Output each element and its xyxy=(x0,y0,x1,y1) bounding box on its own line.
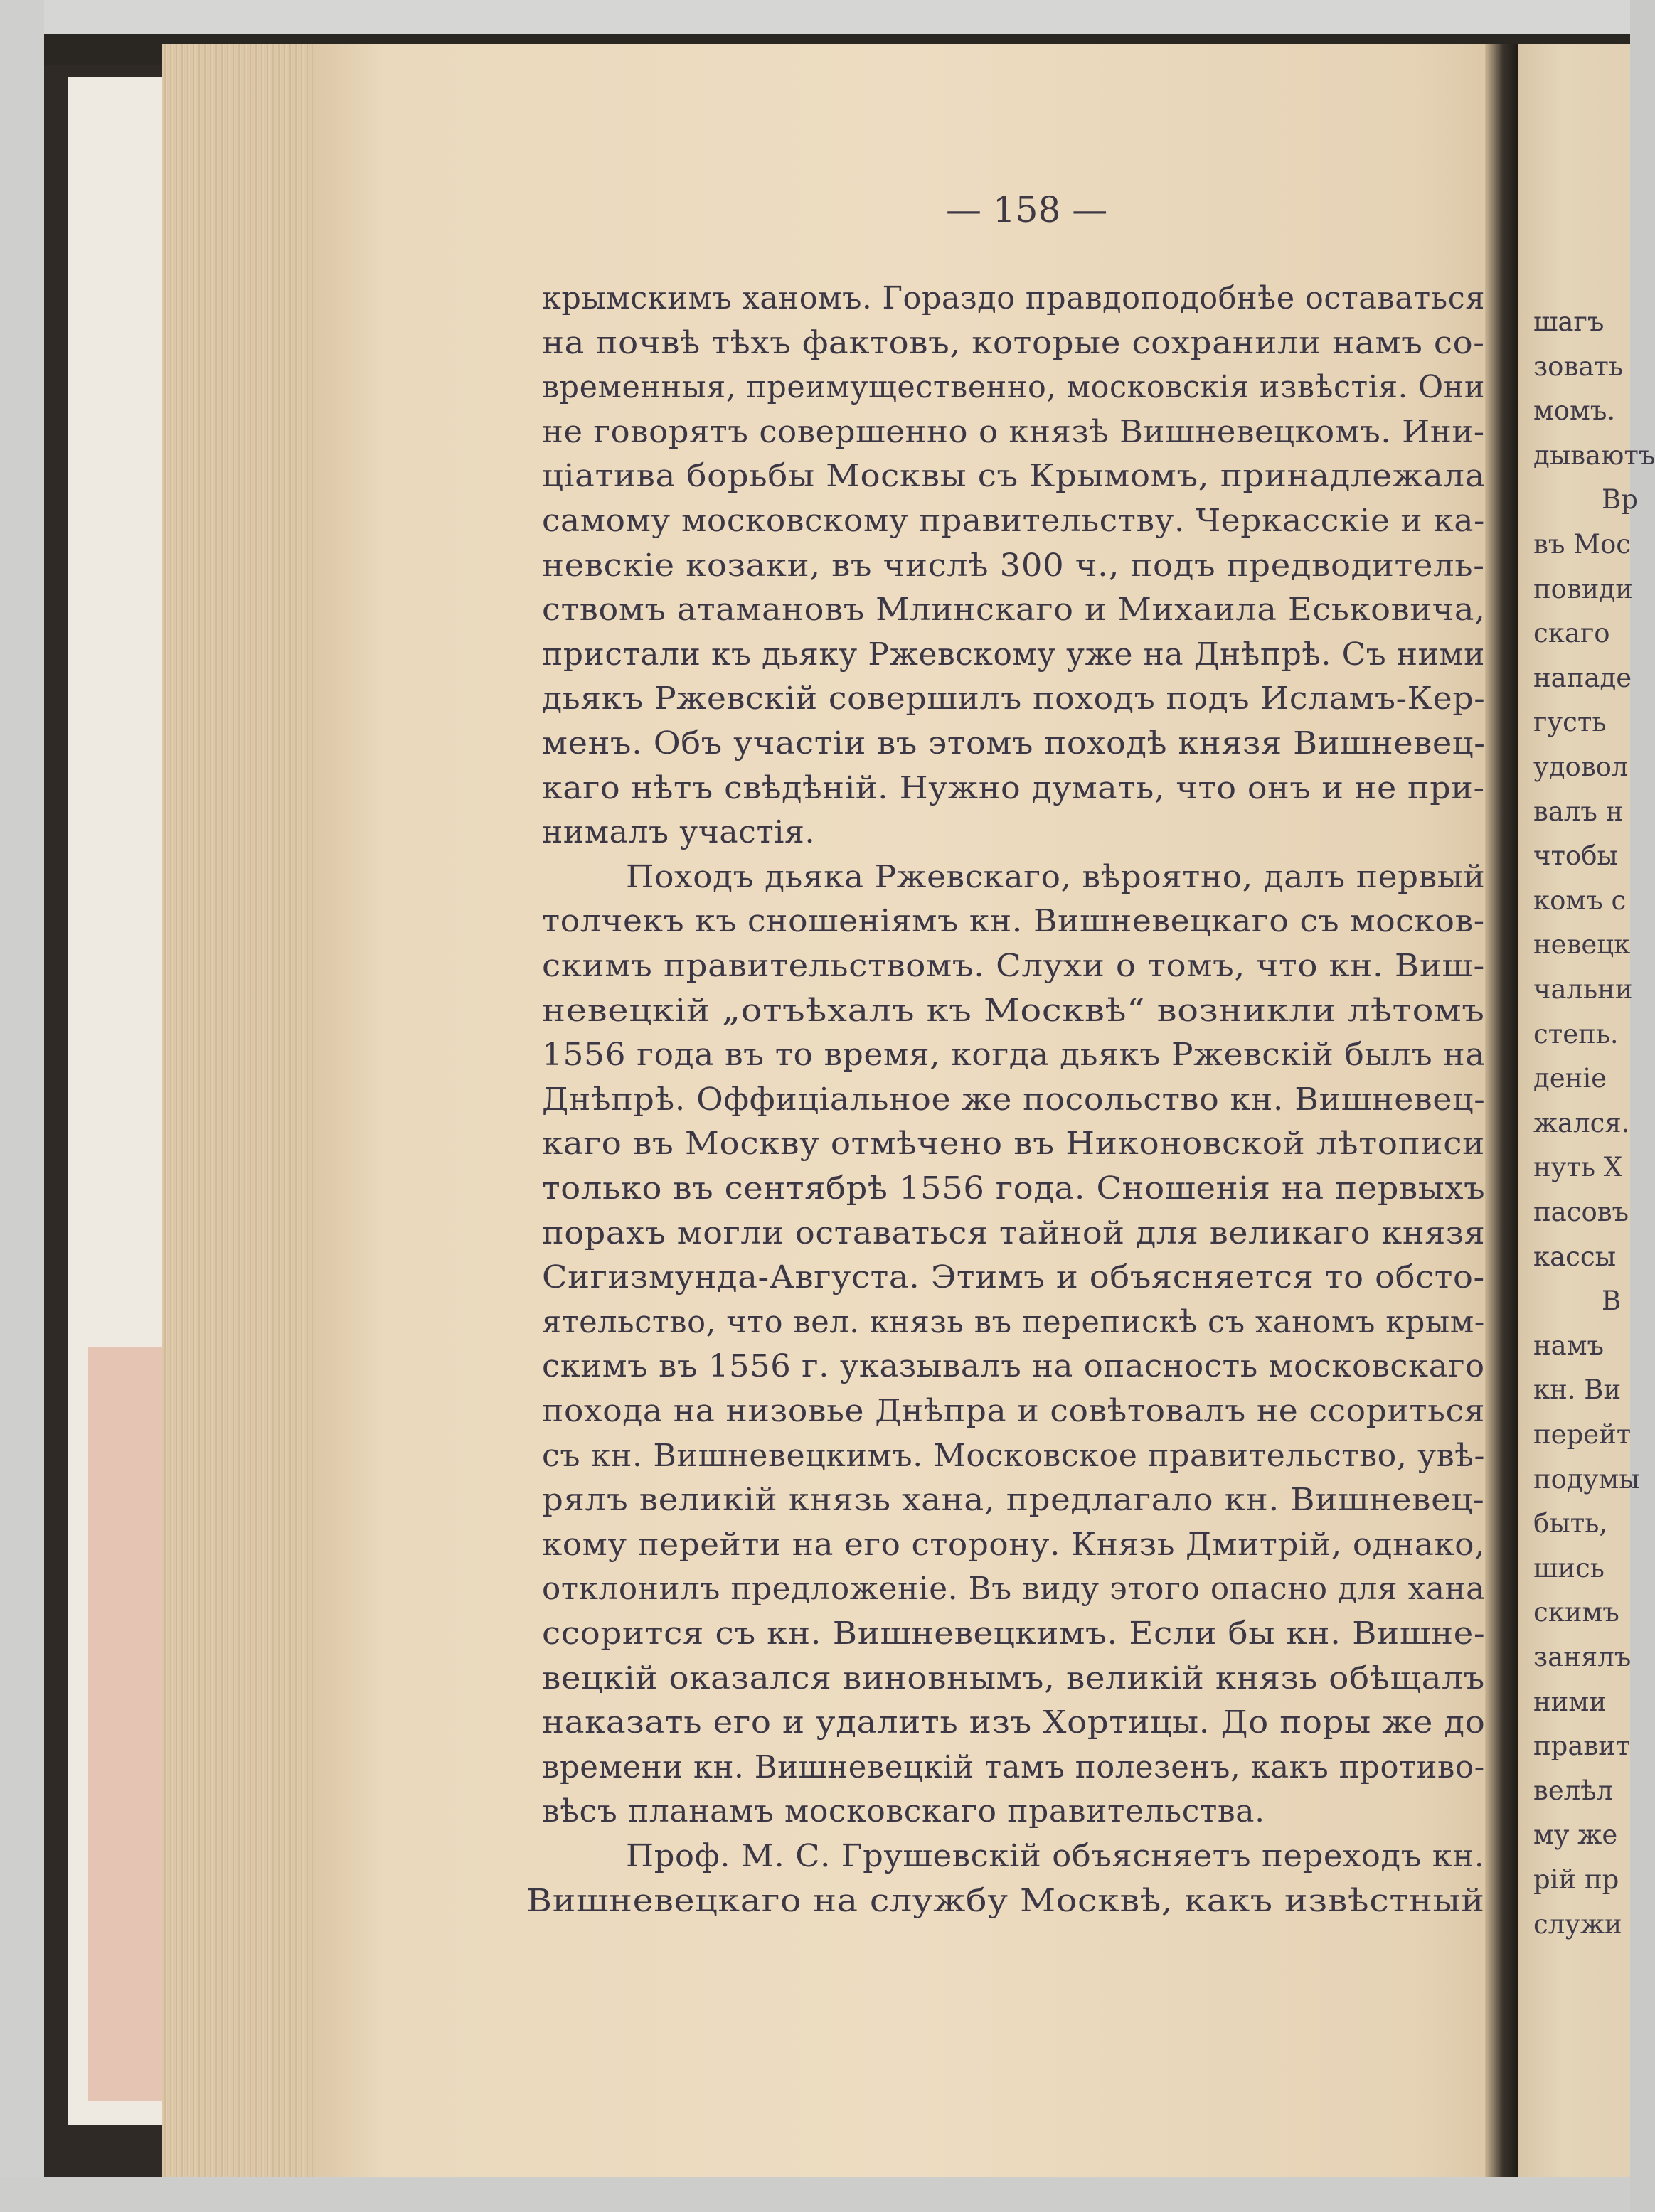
facing-page-line: подумы xyxy=(1533,1463,1640,1495)
facing-page-line: кассы xyxy=(1533,1241,1617,1272)
facing-page-line: момъ. xyxy=(1533,395,1616,427)
facing-page-line: рій пр xyxy=(1533,1864,1619,1895)
text-line: Походъ дьяка Ржевскаго, вѣроятно, далъ первый xyxy=(626,858,1486,895)
page-number: — 158 — xyxy=(946,189,1108,230)
facing-page-line: въ Мос xyxy=(1533,529,1632,560)
facing-page-line: быть, xyxy=(1533,1508,1608,1539)
scan-background-left xyxy=(0,0,44,2212)
facing-page-line: правит xyxy=(1533,1731,1631,1762)
text-line: похода на низовье Днѣпра и совѣтовалъ не ссориться xyxy=(542,1393,1486,1429)
facing-page-line: скаго xyxy=(1533,618,1610,649)
text-line: времени кн. Вишневецкій тамъ полезенъ, какъ противо- xyxy=(542,1748,1485,1785)
text-line: толчекъ къ сношеніямъ кн. Вишневецкаго съ москов- xyxy=(542,903,1485,940)
scan-background-bottom xyxy=(0,2177,1630,2212)
text-line: скимъ правительствомъ. Слухи о томъ, что кн. Виш- xyxy=(542,948,1485,984)
text-line: ятельство, что вел. князь въ перепискѣ съ ханомъ крым- xyxy=(542,1303,1485,1340)
text-line: наказать его и удалить изъ Хортицы. До поры же до xyxy=(542,1704,1486,1741)
facing-page-line: чальни xyxy=(1533,974,1633,1005)
text-line: вѣсъ планамъ московскаго правительства. xyxy=(542,1793,1265,1830)
facing-page-line: повиди xyxy=(1533,573,1633,604)
text-line: на почвѣ тѣхъ фактовъ, которые сохранили намъ со- xyxy=(542,324,1485,361)
text-line: Проф. М. С. Грушевскій объясняетъ переходъ кн. xyxy=(626,1838,1485,1874)
facing-page-line: служи xyxy=(1533,1908,1622,1940)
text-line: Днѣпрѣ. Оффиціальное же посольство кн. Вишневец- xyxy=(542,1081,1486,1118)
scan-background-top xyxy=(0,0,1630,34)
text-line: Сигизмунда-Августа. Этимъ и объясняется то обсто- xyxy=(542,1259,1485,1296)
facing-page-line: велѣл xyxy=(1533,1775,1614,1806)
text-line: отклонилъ предложеніе. Въ виду этого опасно для хана xyxy=(542,1571,1485,1608)
text-line: дьякъ Ржевскій совершилъ походъ подъ Исламъ-Кер- xyxy=(542,680,1486,717)
text-line: ствомъ атамановъ Млинскаго и Михаила Еськовича, xyxy=(542,592,1486,629)
text-line: кому перейти на его сторону. Князь Дмитрій, однако, xyxy=(542,1526,1486,1563)
facing-page-line: зовать xyxy=(1533,351,1623,382)
text-line: ссорится съ кн. Вишневецкимъ. Если бы кн. Вишне- xyxy=(542,1615,1486,1652)
text-line: временныя, преимущественно, московскія извѣстія. Они xyxy=(542,369,1485,406)
text-line: невскіе козаки, въ числѣ 300 ч., подъ предводитель- xyxy=(542,547,1485,584)
facing-page-line: комъ с xyxy=(1533,885,1627,916)
facing-page-line: деніе xyxy=(1533,1063,1607,1094)
facing-page-line: нападе xyxy=(1533,662,1632,693)
text-line: рялъ великій князь хана, предлагало кн. Вишневец- xyxy=(542,1482,1485,1519)
page-stack-edges xyxy=(162,44,326,2181)
text-line: ціатива борьбы Москвы съ Крымомъ, принадлежала xyxy=(542,458,1486,495)
facing-page-line: В xyxy=(1602,1286,1622,1317)
facing-page-line: скимъ xyxy=(1533,1597,1619,1628)
facing-page-line: перейт xyxy=(1533,1419,1632,1450)
text-line: крымскимъ ханомъ. Гораздо правдоподобнѣе оставаться xyxy=(542,280,1486,316)
facing-page-line: пасовъ xyxy=(1533,1197,1629,1227)
facing-page-line: удовол xyxy=(1533,752,1629,782)
facing-page-line: Вр xyxy=(1602,484,1638,515)
facing-page-line: шагъ xyxy=(1533,306,1605,337)
facing-page-line: занялъ xyxy=(1533,1642,1632,1672)
facing-page-line: жался. xyxy=(1533,1107,1630,1138)
text-line: самому московскому правительству. Черкасскіе и ка- xyxy=(542,503,1486,539)
pink-insert-sheet xyxy=(88,1347,172,2101)
facing-page-fragment xyxy=(1518,44,1655,2181)
text-line: нималъ участія. xyxy=(542,814,816,851)
text-line: скимъ въ 1556 г. указывалъ на опасность московскаго xyxy=(542,1348,1485,1385)
facing-page-line: шись xyxy=(1533,1552,1605,1583)
text-line: каго нѣтъ свѣдѣній. Нужно думать, что онъ и не при- xyxy=(542,769,1485,806)
text-line: пристали къ дьяку Ржевскому уже на Днѣпрѣ. Съ ними xyxy=(542,636,1486,673)
text-line: вецкій оказался виновнымъ, великій князь обѣщалъ xyxy=(542,1660,1485,1697)
facing-page-line: намъ xyxy=(1533,1330,1605,1361)
text-line: порахъ могли оставаться тайной для великаго князя xyxy=(542,1214,1486,1251)
facing-page-line: невецк xyxy=(1533,929,1631,961)
text-line: только въ сентябрѣ 1556 года. Сношенія на первыхъ xyxy=(542,1170,1486,1207)
facing-page-line: степь. xyxy=(1533,1018,1619,1049)
book-gutter xyxy=(1485,44,1518,2181)
facing-page-line: му же xyxy=(1533,1820,1618,1851)
facing-page-line: нуть Х xyxy=(1533,1152,1623,1183)
text-line: съ кн. Вишневецкимъ. Московское правительство, увѣ- xyxy=(542,1437,1486,1474)
text-line: не говорятъ совершенно о князѣ Вишневецкомъ. Ини- xyxy=(542,413,1485,450)
facing-page-line: кн. Ви xyxy=(1533,1374,1622,1406)
text-line: Вишневецкаго на службу Москвѣ, какъ извѣстный xyxy=(526,1882,1485,1919)
facing-page-line: густь xyxy=(1533,707,1607,738)
facing-page-line: валъ н xyxy=(1533,796,1624,827)
facing-page-line: чтобы xyxy=(1533,840,1618,872)
text-line: менъ. Объ участіи въ этомъ походѣ князя Вишневец- xyxy=(542,725,1486,762)
text-line: 1556 года въ то время, когда дьякъ Ржевскій былъ на xyxy=(542,1037,1485,1074)
facing-page-line: ними xyxy=(1533,1686,1607,1717)
facing-page-line: дываютъ xyxy=(1533,439,1655,471)
text-line: невецкій „отъѣхалъ къ Москвѣ“ возникли лѣтомъ xyxy=(542,992,1485,1029)
text-line: каго въ Москву отмѣчено въ Никоновской лѣтописи xyxy=(542,1126,1485,1163)
